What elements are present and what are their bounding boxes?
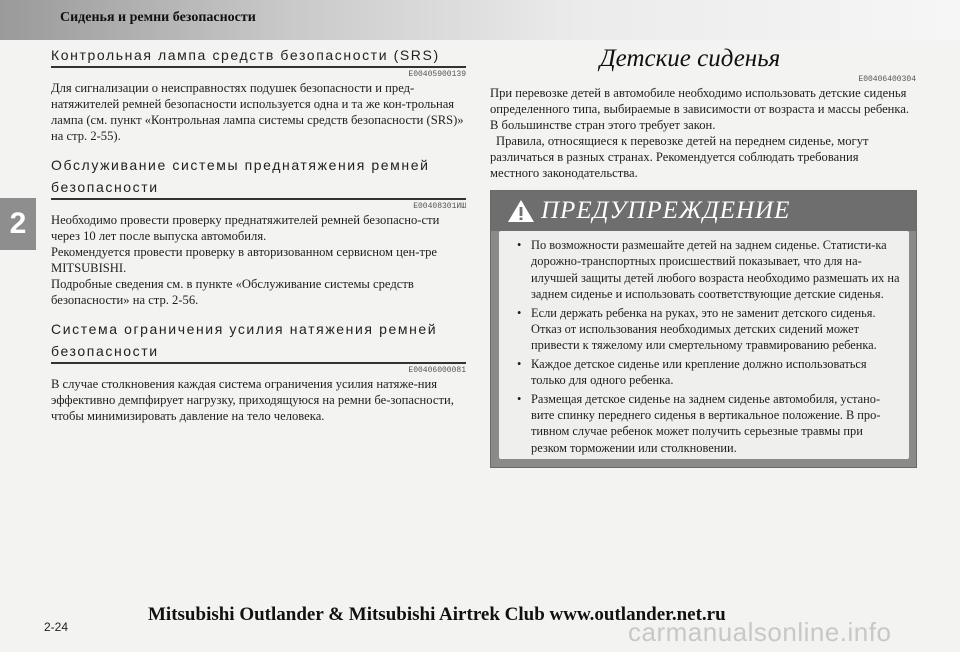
section-paragraph: Подробные сведения см. в пункте «Обслуживание системы средств безопасности» на стр. 2-56. (51, 277, 414, 307)
section-paragraph: При перевозке детей в автомобиле необходимо использовать детские сиденья определенного типа, выбираемые в зависимости от возраста и массы ребенка. В большинстве стран этого требует закон. (490, 86, 910, 132)
chapter-tab: 2 (0, 198, 36, 250)
header-bar (0, 0, 960, 40)
bullet-icon: • (517, 305, 522, 320)
warning-item: • Если держать ребенка на руках, это не заменит детского сиденья. Отказ от использования необходимых детских сидений может привести к тяжелому или смертельному травмированию ребенка. (517, 305, 877, 353)
left-column (51, 44, 466, 434)
bullet-icon: • (517, 356, 522, 371)
section-heading: Обслуживание системы преднатяжения ремней (51, 157, 430, 173)
section-srs-lamp (51, 44, 466, 144)
section-heading-cont: безопасности (51, 343, 159, 359)
section-code: E00406400304 (858, 75, 916, 84)
warning-box (490, 190, 917, 468)
right-column (490, 44, 916, 181)
page-number: 2-24 (44, 620, 69, 634)
section-heading-cont: безопасности (51, 179, 159, 195)
header-title: Сиденья и ремни безопасности (60, 10, 256, 25)
warning-item: • Размещая детское сиденье на заднем сиденье автомобиля, устано-вите спинку переднего сиденья в вертикальное положение. В про-тивном случае ребенок может получить серьезные травмы при резком торможении или столкновении. (517, 391, 881, 455)
warning-header (491, 191, 916, 231)
section-force-limiter (51, 318, 466, 424)
section-code: E00408301ИШ (413, 202, 466, 211)
section-heading: Система ограничения усилия натяжения ремней (51, 321, 438, 337)
section-paragraph: Рекомендуется провести проверку в авторизованном сервисном цен-тре MITSUBISHI. (51, 245, 437, 275)
section-code: E00406000081 (408, 366, 466, 375)
section-code: E00405900139 (408, 70, 466, 79)
bullet-icon: • (517, 238, 522, 252)
child-seats-title: Детские сиденья (599, 45, 781, 72)
warning-body (499, 231, 909, 459)
section-paragraph: Для сигнализации о неисправностях подушек безопасности и пред-натяжителей ремней безопасности используется одна и та же кон-трольная лампа (см. пункт «Контрольная лампа системы средств безопасности (SRS)» на стр. 2-55). (51, 81, 464, 143)
section-paragraph: Правила, относящиеся к перевозке детей на переднем сиденье, могут различаться в разных странах. Рекомендуется соблюдать требования местного законодательства. (490, 134, 869, 180)
footer-club-text: Mitsubishi Outlander & Mitsubishi Airtrek Club www.outlander.net.ru (148, 604, 726, 625)
warning-item: • По возможности размешайте детей на заднем сиденье. Статисти-ка дорожно-транспортных происшествий показывает, что для на-илучшей защиты детей любого возраста необходимо размешать их на заднем сиденье и использовать соответствующие детские сиденья. (517, 238, 900, 302)
bullet-icon: • (517, 391, 522, 406)
section-paragraph: Необходимо провести проверку преднатяжителей ремней безопасно-сти через 10 лет после выпуска автомобиля. (51, 213, 440, 243)
section-heading: Контрольная лампа средств безопасности (SRS) (51, 47, 440, 63)
section-pretensioner-service (51, 154, 466, 308)
watermark: carmanualsonline.info (628, 617, 892, 647)
warning-item: • Каждое детское сиденье или крепление должно использоваться только для одного ребенка. (517, 356, 867, 388)
warning-triangle-icon (507, 199, 535, 223)
warning-title: ПРЕДУПРЕЖДЕНИЕ (541, 197, 791, 224)
section-paragraph: В случае столкновения каждая система ограничения усилия натяже-ния эффективно демпфирует нагрузку, приходящуюся на ремни бе-зопасности, чтобы минимизировать давление на тело человека. (51, 377, 454, 423)
